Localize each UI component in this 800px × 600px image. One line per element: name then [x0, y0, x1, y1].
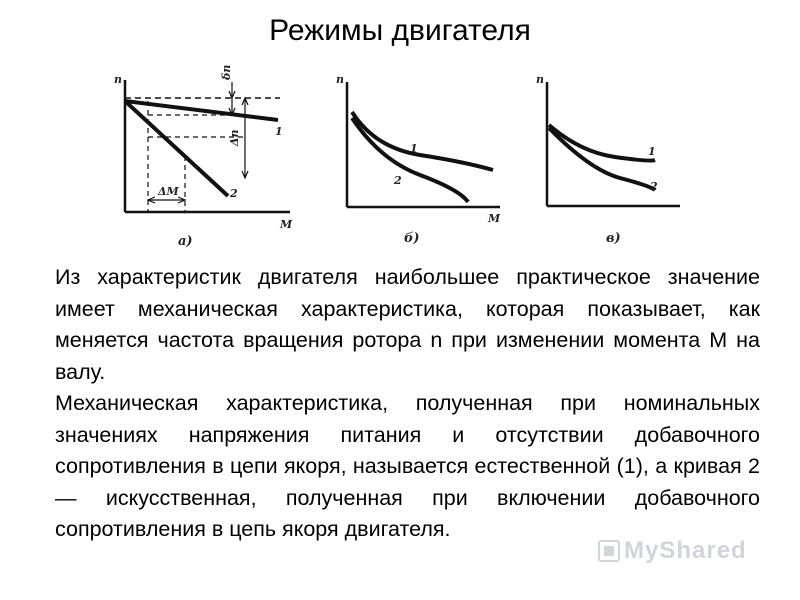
figure-b-y-label: n: [336, 73, 344, 86]
figure-b-curve-1: [352, 112, 493, 170]
figure-a-curve-1-label: 1: [275, 125, 283, 138]
figure-c-curve-1-label: 1: [648, 145, 656, 158]
figure-a-x-label: M: [280, 218, 293, 231]
paragraph-2: Механическая характеристика, полученная при номинальных значениях напряжения питания и отсутствии добавочного сопротивления в цепи якоря, называется естественной (1), а кривая 2 — искусственная, полученная при включении добавочного сопротивления в цепь якоря двигателя.: [55, 391, 760, 541]
figure-a-curve-2-label: 2: [230, 187, 238, 200]
figure-b-curve-1-label: 1: [410, 142, 418, 155]
myshared-logo-icon: [598, 540, 620, 562]
figure-c-y-label: n: [536, 73, 544, 86]
figure-a-annotation-dm: ΔM: [158, 185, 179, 198]
watermark: [598, 536, 768, 566]
figures-svg: [0, 60, 800, 260]
figure-a: [125, 80, 290, 212]
figure-b: [347, 82, 500, 207]
figure-b-curve-2-label: 2: [394, 174, 402, 187]
figure-a-caption: а): [178, 234, 193, 249]
figure-c-curve-2-label: 2: [650, 180, 658, 193]
figure-a-annotation-small-dn: δn: [220, 64, 233, 80]
figure-b-x-label: M: [488, 212, 501, 225]
watermark-text: MyShared: [624, 537, 747, 564]
body-text: [55, 262, 760, 546]
paragraph-1: Из характеристик двигателя наибольшее практическое значение имеет механическая характеристика, которая показывает, как меняется частота вращения ротора n при изменении момента М на валу.: [55, 265, 760, 384]
figure-c: [547, 82, 680, 206]
figure-a-y-label: n: [114, 73, 122, 86]
figure-b-caption: б): [404, 231, 420, 246]
slide-title: Режимы двигателя: [269, 14, 531, 47]
figure-a-annotation-large-dn: Δn: [228, 129, 241, 146]
figure-c-caption: в): [606, 231, 621, 246]
characteristic-figures: [0, 60, 800, 260]
